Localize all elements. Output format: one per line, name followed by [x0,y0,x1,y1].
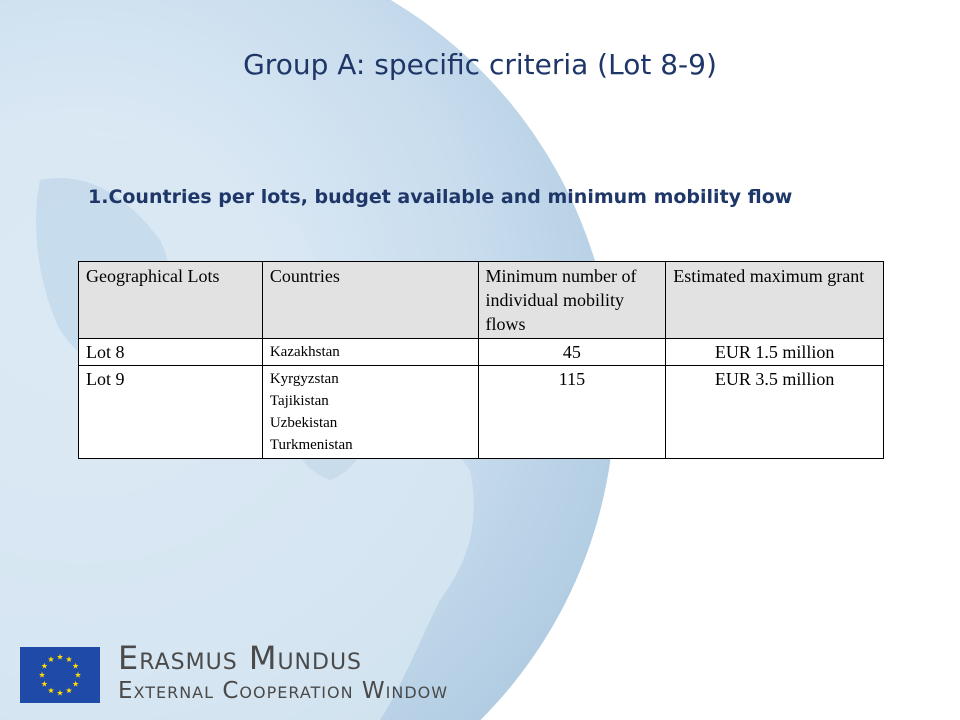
country-name: Turkmenistan [269,437,353,453]
countries-cell [262,339,478,366]
header-max-grant: Estimated maximum grant [666,262,884,339]
country-name: Kyrgyzstan [269,371,339,387]
grant-cell: EUR 1.5 million [666,339,884,366]
lot-cell: Lot 8 [79,339,263,366]
header-geographical-lots: Geographical Lots [79,262,263,339]
table-header-row [79,262,884,339]
lot-cell: Lot 9 [79,366,263,459]
header-countries: Countries [262,262,478,339]
country-name: Uzbekistan [269,415,338,431]
country-name: Tajikistan [269,393,329,409]
lots-table [78,261,884,459]
slide-title: Group A: specific criteria (Lot 8-9) [243,48,717,81]
country-name: Kazakhstan [269,344,340,360]
header-min-mobility-flows: Minimum number of individual mobility flows [478,262,666,339]
min-flows-cell: 115 [478,366,666,459]
countries-cell [262,366,478,459]
logo-subtitle: External Cooperation Window [118,678,449,704]
eu-flag-icon [20,647,100,703]
section-heading: 1.Countries per lots, budget available and minimum mobility flow [88,186,793,208]
grant-cell: EUR 3.5 million [666,366,884,459]
table-row [79,339,884,366]
logo-title: Erasmus Mundus [118,639,363,677]
erasmus-mundus-logo [118,640,448,706]
table-row [79,366,884,459]
min-flows-cell: 45 [478,339,666,366]
